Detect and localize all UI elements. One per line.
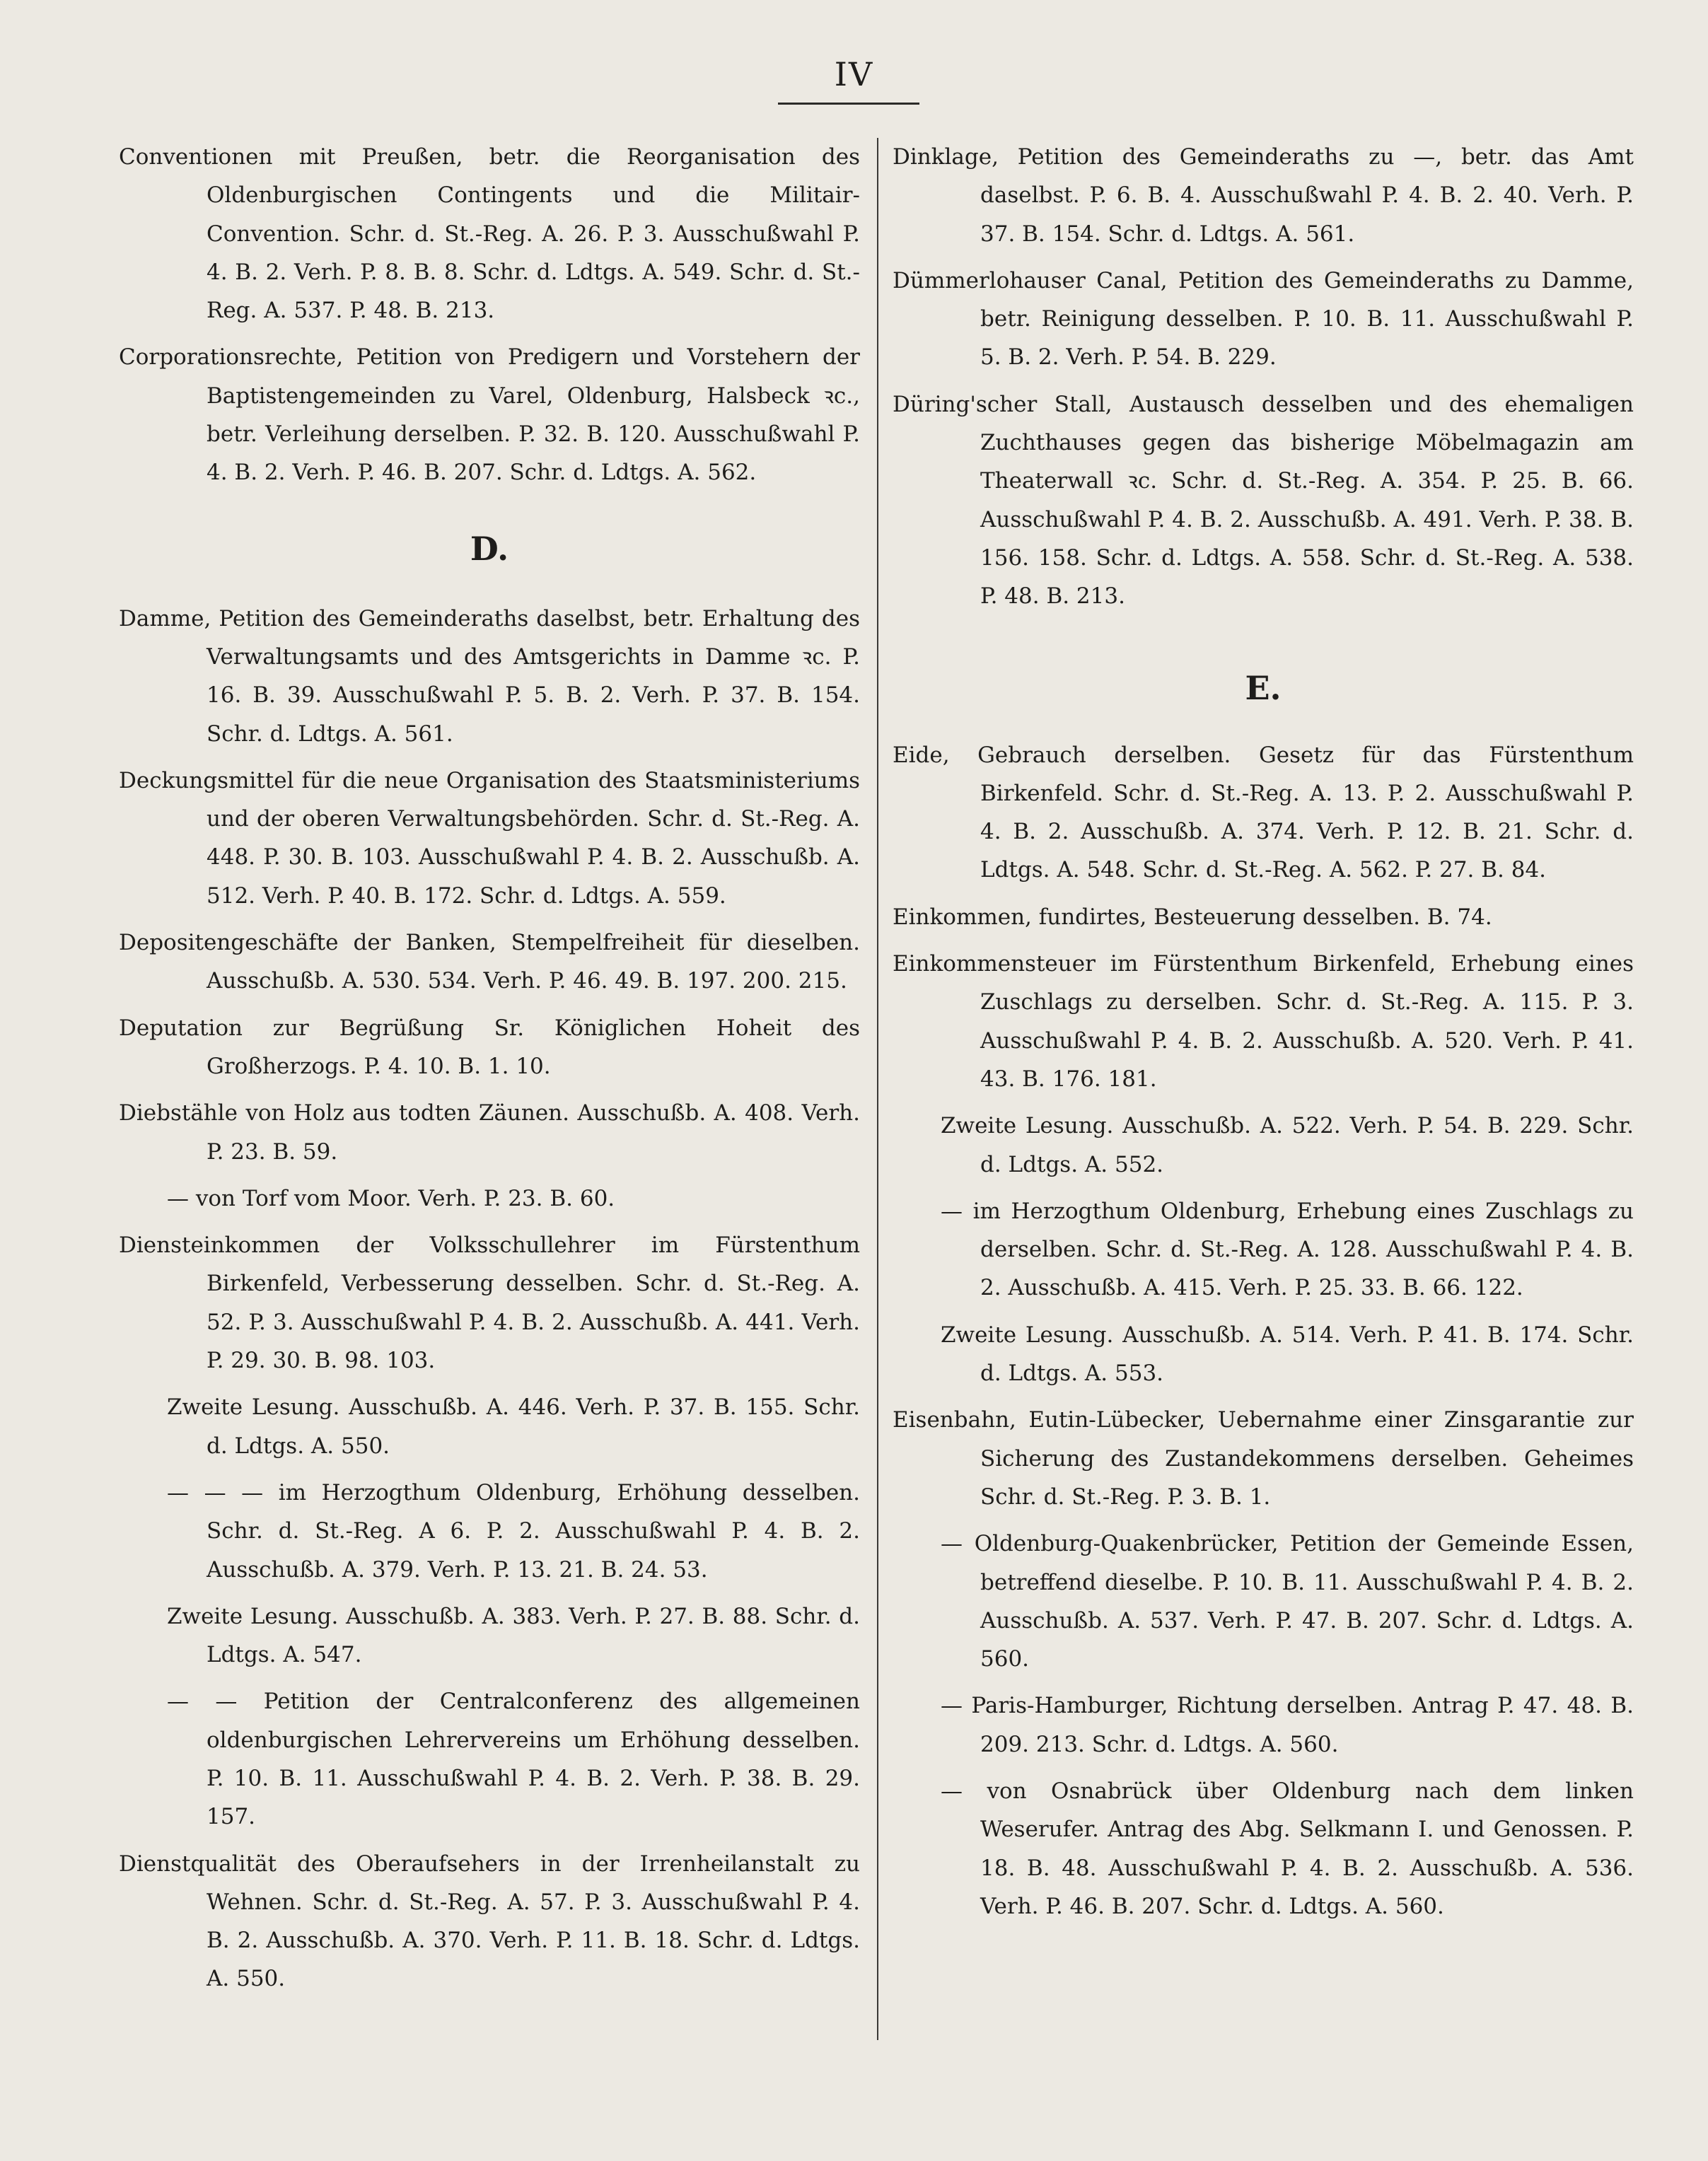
index-entry: Depositengeschäfte der Banken, Stempelfreiheit für dieselben. Ausschußb. A. 530. 534. Verh. P. 46. 49. B. 197. 200. 215. [119, 930, 860, 994]
index-entry: Damme, Petition des Gemeinderaths daselbst, betr. Erhaltung des Verwaltungsamts und des Amtsgerichts in Damme ꝛc. P. 16. B. 39. Ausschußwahl P. 5. B. 2. Verh. P. 37. B. 154. Schr. d. Ldtgs. A. 561. [119, 605, 860, 747]
index-entry: Eisenbahn, Eutin-Lübecker, Uebernahme einer Zinsgarantie zur Sicherung des Zustandekommens derselben. Geheimes Schr. d. St.-Reg. P. 3. B. 1. [893, 1407, 1634, 1510]
index-entry: Deckungsmittel für die neue Organisation des Staatsministeriums und der oberen Verwaltungsbehörden. Schr. d. St.-Reg. A. 448. P. 30. B. 103. Ausschußwahl P. 4. B. 2. Ausschußb. A. 512. Verh. P. 40. B. 172. Schr. d. Ldtgs. A. 559. [119, 767, 860, 909]
index-entry: Dümmerlohauser Canal, Petition des Gemeinderaths zu Damme, betr. Reinigung desselben. P. 10. B. 11. Ausschußwahl P. 5. B. 2. Verh. P. 54. B. 229. [893, 267, 1634, 371]
index-entry: Dinklage, Petition des Gemeinderaths zu —, betr. das Amt daselbst. P. 6. B. 4. Ausschußwahl P. 4. B. 2. 40. Verh. P. 37. B. 154. Schr. d. Ldtgs. A. 561. [893, 144, 1634, 247]
index-subentry: — — Petition der Centralconferenz des allgemeinen oldenburgischen Lehrervereins um Erhöhung desselben. P. 10. B. 11. Ausschußwahl P. 4. B. 2. Verh. P. 38. B. 29. 157. [167, 1689, 860, 1830]
index-subentry: — Paris-Hamburger, Richtung derselben. Antrag P. 47. 48. B. 209. 213. Schr. d. Ldtgs. A. 560. [941, 1693, 1634, 1757]
index-entry: Diebstähle von Holz aus todten Zäunen. Ausschußb. A. 408. Verh. P. 23. B. 59. [119, 1100, 860, 1165]
left-column [119, 138, 860, 2007]
section-heading: D. [470, 529, 509, 568]
column-divider [877, 138, 878, 2040]
index-subentry: Zweite Lesung. Ausschußb. A. 522. Verh. P. 54. B. 229. Schr. d. Ldtgs. A. 552. [941, 1113, 1634, 1177]
index-subentry: — von Osnabrück über Oldenburg nach dem linken Weserufer. Antrag des Abg. Selkmann I. und Genossen. P. 18. B. 48. Ausschußwahl P. 4. B. 2. Ausschußb. A. 536. Verh. P. 46. B. 207. Schr. d. Ldtgs. A. 560. [941, 1778, 1634, 1919]
index-entry: Düring'scher Stall, Austausch desselben und des ehemaligen Zuchthauses gegen das bisherige Möbelmagazin am Theaterwall ꝛc. Schr. d. St.-Reg. A. 354. P. 25. B. 66. Ausschußwahl P. 4. B. 2. Ausschußb. A. 491. Verh. P. 38. B. 156. 158. Schr. d. Ldtgs. A. 558. Schr. d. St.-Reg. A. 538. P. 48. B. 213. [893, 391, 1634, 610]
index-entry: Deputation zur Begrüßung Sr. Königlichen Hoheit des Großherzogs. P. 4. 10. B. 1. 10. [119, 1015, 860, 1079]
index-subentry: — — — im Herzogthum Oldenburg, Erhöhung desselben. Schr. d. St.-Reg. A 6. P. 2. Ausschußwahl P. 4. B. 2. Ausschußb. A. 379. Verh. P. 13. 21. B. 24. 53. [167, 1479, 860, 1583]
index-subentry: Zweite Lesung. Ausschußb. A. 514. Verh. P. 41. B. 174. Schr. d. Ldtgs. A. 553. [941, 1322, 1634, 1387]
index-entry: Dienstqualität des Oberaufsehers in der Irrenheilanstalt zu Wehnen. Schr. d. St.-Reg. A. 57. P. 3. Ausschußwahl P. 4. B. 2. Ausschußb. A. 370. Verh. P. 11. B. 18. Schr. d. Ldtgs. A. 550. [119, 1851, 860, 1992]
index-entry: Conventionen mit Preußen, betr. die Reorganisation des Oldenburgischen Contingents und die Militair-Convention. Schr. d. St.-Reg. A. 26. P. 3. Ausschußwahl P. 4. B. 2. Verh. P. 8. B. 8. Schr. d. Ldtgs. A. 549. Schr. d. St.-Reg. A. 537. P. 48. B. 213. [119, 144, 860, 324]
index-entry: Eide, Gebrauch derselben. Gesetz für das Fürstenthum Birkenfeld. Schr. d. St.-Reg. A. 13. P. 2. Ausschußwahl P. 4. B. 2. Ausschußb. A. 374. Verh. P. 12. B. 21. Schr. d. Ldtgs. A. 548. Schr. d. St.-Reg. A. 562. P. 27. B. 84. [893, 742, 1634, 883]
header-rule [778, 103, 919, 105]
page-number: IV [834, 55, 874, 93]
index-entry: Einkommen, fundirtes, Besteuerung desselben. B. 74. [893, 904, 1492, 930]
right-column [893, 138, 1634, 1934]
index-entry: Einkommensteuer im Fürstenthum Birkenfeld, Erhebung eines Zuschlags zu derselben. Schr. d. St.-Reg. A. 115. P. 3. Ausschußwahl P. 4. B. 2. Ausschußb. A. 520. Verh. P. 41. 43. B. 176. 181. [893, 951, 1634, 1092]
index-entry: Diensteinkommen der Volksschullehrer im Fürstenthum Birkenfeld, Verbesserung desselben. Schr. d. St.-Reg. A. 52. P. 3. Ausschußwahl P. 4. B. 2. Ausschußb. A. 441. Verh. P. 29. 30. B. 98. 103. [119, 1233, 860, 1374]
index-subentry: — von Torf vom Moor. Verh. P. 23. B. 60. [167, 1185, 615, 1211]
index-subentry: — Oldenburg-Quakenbrücker, Petition der Gemeinde Essen, betreffend dieselbe. P. 10. B. 11. Ausschußwahl P. 4. B. 2. Ausschußb. A. 537. Verh. P. 47. B. 207. Schr. d. Ldtgs. A. 560. [941, 1531, 1634, 1672]
section-heading: E. [1245, 668, 1282, 707]
index-subentry: Zweite Lesung. Ausschußb. A. 383. Verh. P. 27. B. 88. Schr. d. Ldtgs. A. 547. [167, 1603, 860, 1668]
index-subentry: Zweite Lesung. Ausschußb. A. 446. Verh. P. 37. B. 155. Schr. d. Ldtgs. A. 550. [167, 1394, 860, 1459]
index-subentry: — im Herzogthum Oldenburg, Erhebung eines Zuschlags zu derselben. Schr. d. St.-Reg. A. 128. Ausschußwahl P. 4. B. 2. Ausschußb. A. 415. Verh. P. 25. 33. B. 66. 122. [941, 1198, 1634, 1301]
index-entry: Corporationsrechte, Petition von Predigern und Vorstehern der Baptistengemeinden zu Varel, Oldenburg, Halsbeck ꝛc., betr. Verleihung derselben. P. 32. B. 120. Ausschußwahl P. 4. B. 2. Verh. P. 46. B. 207. Schr. d. Ldtgs. A. 562. [119, 344, 860, 486]
